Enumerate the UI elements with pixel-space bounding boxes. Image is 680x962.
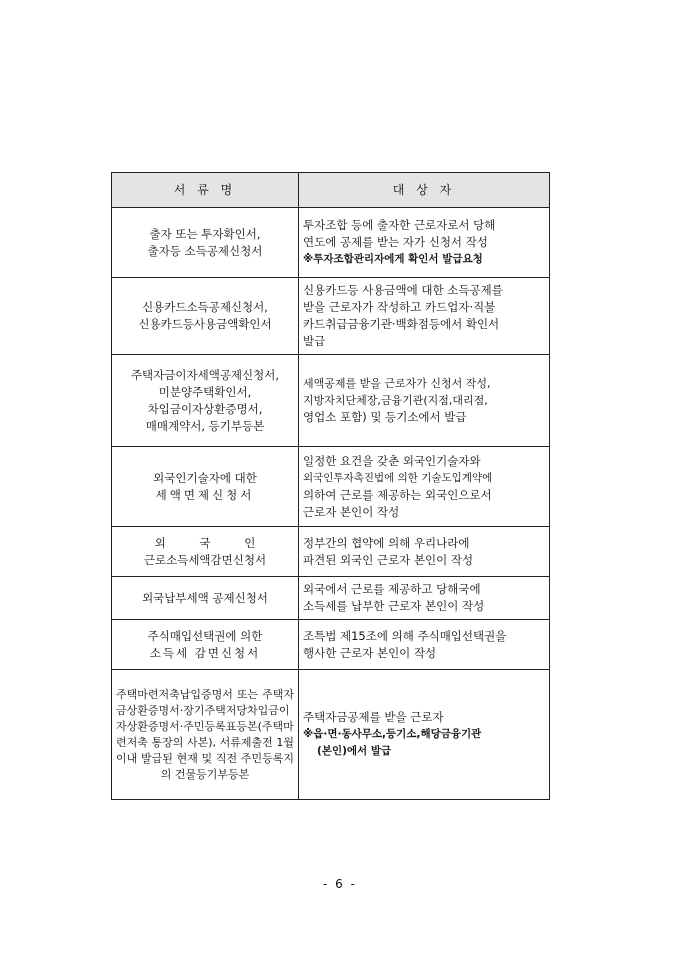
document-name-cell: [112, 208, 299, 278]
cell-line: 조특법 제15조에 의해 주식매입선택권을: [303, 628, 507, 643]
table-row: [112, 208, 550, 278]
table-row: [112, 527, 550, 577]
cell-line: 외 국 인: [154, 535, 256, 550]
cell-line: 파견된 외국인 근로자 본인이 작성: [303, 552, 474, 567]
note-text: ※읍·면·동사무소,등기소,해당금융기관: [303, 728, 482, 740]
cell-text: 주택마련저축납입증명서 또는 주택자금상환증명서·장기주택저당차입금이자상환증명서·주민등록표등본(주택마련저축 통장의 사본), 서류제출전 1월이내 발급된 현재 및 직전 주민등록지의 건물등기부등본: [116, 687, 294, 781]
header-document-name: 서 류 명: [112, 173, 299, 208]
cell-line: 근로소득세액감면신청서: [143, 552, 267, 567]
target-cell: [299, 527, 550, 577]
cell-line: 신용카드소득공제신청서,: [142, 300, 268, 314]
note-text: ※투자조합관리자에게 확인서 발급요청: [303, 253, 483, 265]
document-name-cell: [112, 670, 299, 800]
table-row: [112, 577, 550, 620]
cell-line: 카드취급금융기관·백화점등에서 확인서: [303, 317, 500, 331]
page-number: - 6 -: [323, 877, 357, 891]
cell-line: 주식매입선택권에 의한: [147, 628, 263, 643]
cell-line: 외국인기술자에 대한: [153, 470, 257, 485]
document-name-cell: [112, 447, 299, 527]
document-name-cell: [112, 278, 299, 355]
cell-line: 외국납부세액 공제신청서: [142, 590, 268, 605]
cell-line: 의하여 근로를 제공하는 외국인으로서: [303, 487, 492, 502]
table-row: [112, 447, 550, 527]
cell-line: 받을 근로자가 작성하고 카드업자·직불: [303, 300, 496, 314]
cell-line: 세액면제신청서: [155, 487, 255, 502]
header-target-person: 대 상 자: [299, 173, 550, 208]
document-name-cell: [112, 527, 299, 577]
cell-line: 신용카드등사용금액확인서: [138, 317, 272, 331]
cell-line: 주택자금공제를 받을 근로자: [303, 710, 444, 724]
table-row: [112, 670, 550, 800]
cell-line: 출자등 소득공제신청서: [147, 243, 263, 258]
cell-line: 소득세 감면신청서: [149, 645, 261, 660]
document-name-cell: [112, 577, 299, 620]
cell-line: 근로자 본인이 작성: [303, 504, 400, 519]
target-cell: [299, 620, 550, 670]
cell-line: 행사한 근로자 본인이 작성: [303, 645, 437, 660]
cell-line: 외국인투자촉진법에 의한 기술도입계약에: [303, 471, 493, 484]
table-row: [112, 620, 550, 670]
target-cell: [299, 278, 550, 355]
target-cell: [299, 577, 550, 620]
table-header-row: [112, 173, 550, 208]
cell-line: 세액공제를 받을 근로자가 신청서 작성,: [303, 377, 491, 390]
cell-line: 발급: [303, 334, 326, 348]
cell-line: 소득세를 납부한 근로자 본인이 작성: [303, 599, 485, 613]
table-row: [112, 355, 550, 447]
cell-line: 출자 또는 투자확인서,: [149, 226, 261, 241]
cell-line: 영업소 포함) 및 등기소에서 발급: [303, 410, 467, 424]
document-name-cell: [112, 355, 299, 447]
target-cell: [299, 208, 550, 278]
cell-line: 미분양주택확인서,: [158, 384, 252, 399]
cell-line: 외국에서 근로를 제공하고 당해국에: [303, 582, 481, 596]
document-name-cell: [112, 620, 299, 670]
cell-line: 신용카드등 사용금액에 대한 소득공제를: [303, 283, 503, 297]
cell-line: 일정한 요건을 갖춘 외국인기술자와: [303, 453, 481, 468]
cell-line: 지방자치단체장,금융기관(지점,대리점,: [303, 394, 488, 407]
cell-line: 차입금이자상환증명서,: [147, 401, 263, 416]
document-table: [111, 172, 550, 800]
cell-line: 주택자금이자세액공제신청서,: [130, 367, 280, 382]
target-cell: [299, 355, 550, 447]
target-cell: [299, 670, 550, 800]
cell-line: 투자조합 등에 출자한 근로자로서 당해: [303, 218, 496, 232]
cell-line: 정부간의 협약에 의해 우리나라에: [303, 535, 470, 550]
target-cell: [299, 447, 550, 527]
cell-line: 매매계약서, 등기부등본: [145, 418, 265, 433]
note-text: (본인)에서 발급: [317, 745, 392, 757]
table-row: [112, 278, 550, 355]
cell-line: 연도에 공제를 받는 자가 신청서 작성: [303, 235, 488, 249]
